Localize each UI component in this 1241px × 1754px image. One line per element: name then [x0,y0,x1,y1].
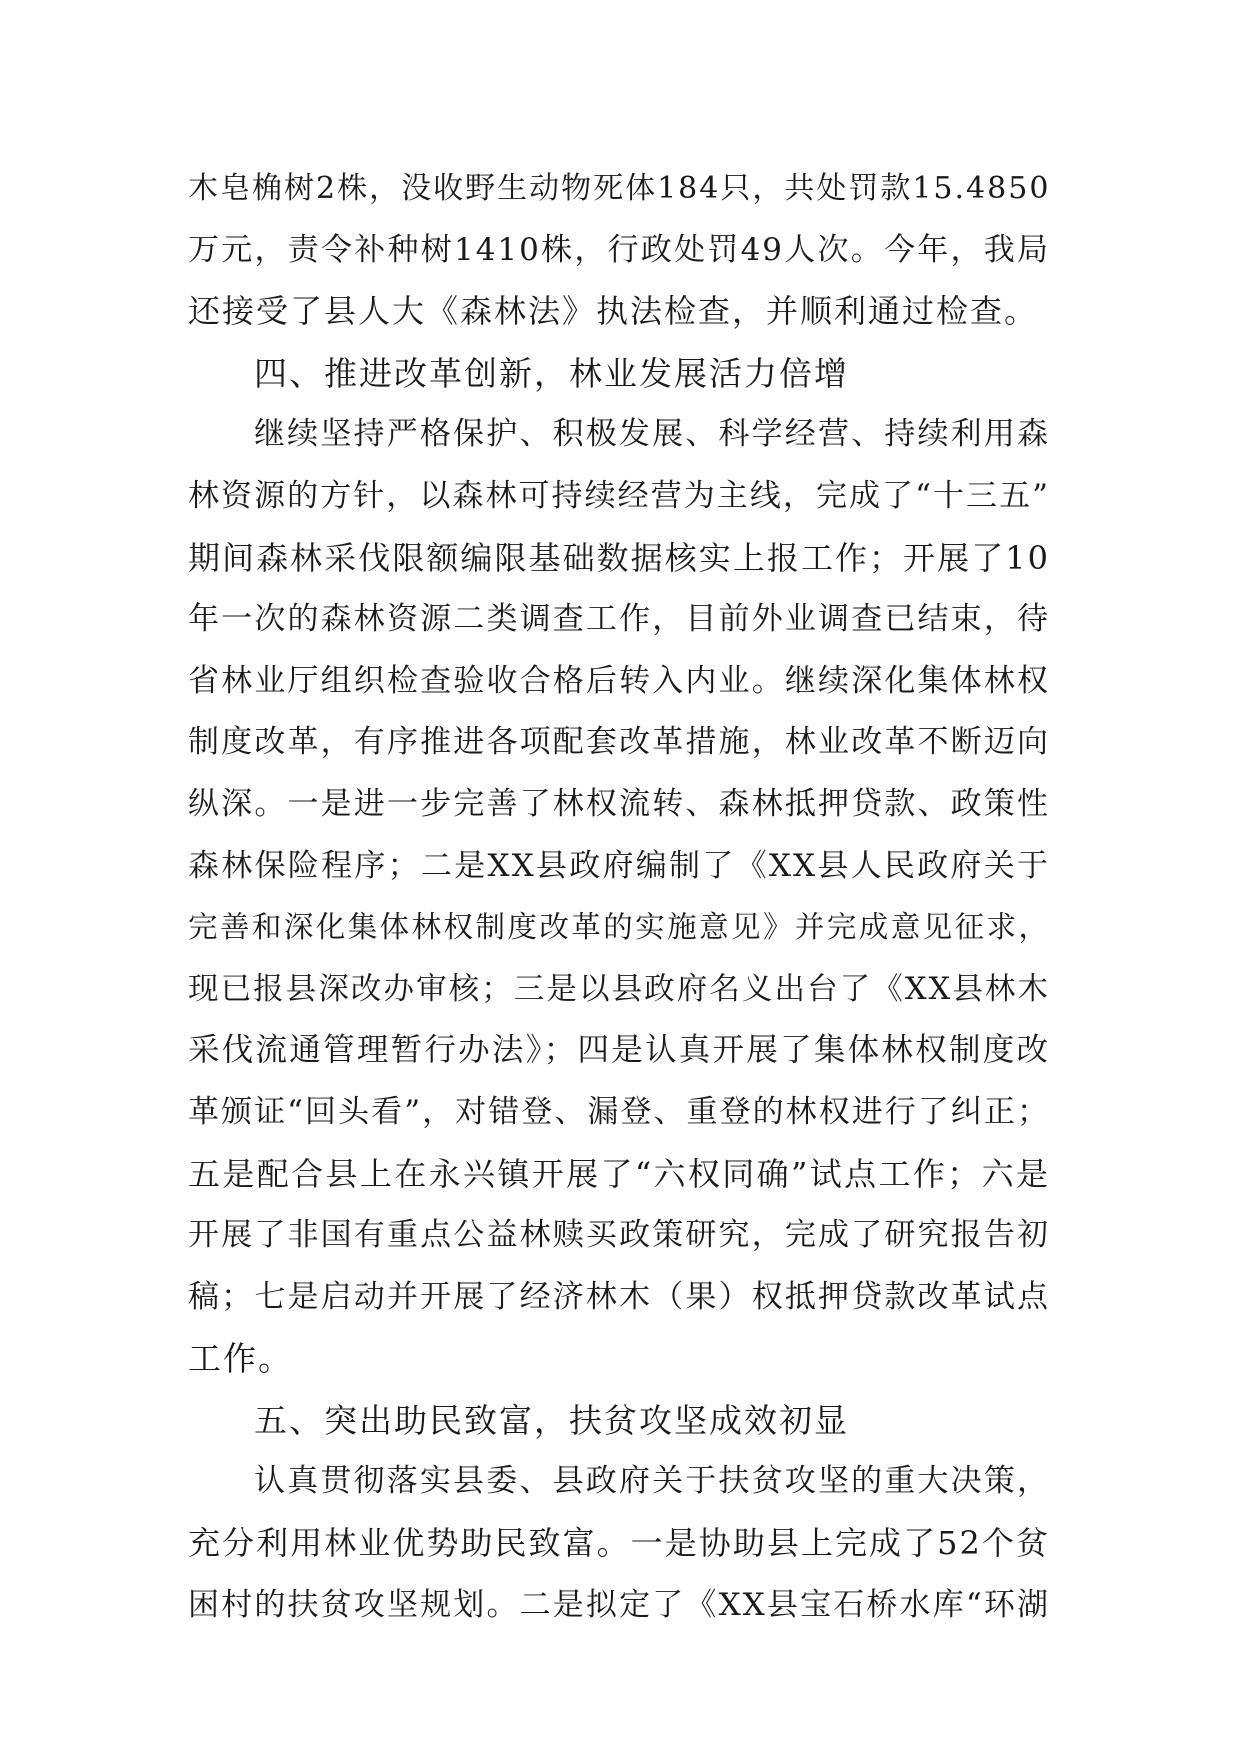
text-line: 五是配合县上在永兴镇开展了“六权同确”试点工作；六是 [188,1154,1050,1193]
text-line: 万元，责令补种树1410株，行政处罚49人次。今年，我局 [188,231,1050,268]
text-line: 采伐流通管理暂行办法》；四是认真开展了集体林权制度改 [188,1032,1050,1069]
text-line: 省林业厅组织检查验收合格后转入内业。继续深化集体林权 [188,662,1050,699]
text-line: 充分利用林业优势助民致富。一是协助县上完成了52个贫 [188,1524,1050,1563]
text-line: 困村的扶贫攻坚规划。二是拟定了《XX县宝石桥水库“环湖 [188,1586,1050,1623]
text-line: 现已报县深改办审核；三是以县政府名义出台了《XX县林木 [188,971,1050,1007]
text-line: 革颁证“回头看”，对错登、漏登、重登的林权进行了纠正； [188,1093,1050,1130]
text-line: 认真贯彻落实县委、县政府关于扶贫攻坚的重大决策， [254,1463,1050,1500]
text-line: 森林保险程序；二是XX县政府编制了《XX县人民政府关于 [188,847,1050,884]
text-line: 工作。 [188,1339,293,1379]
text-line: 还接受了县人大《森林法》执法检查，并顺利通过检查。 [188,292,1039,331]
text-line: 完善和深化集体林权制度改革的实施意见》并完成意见征求， [188,910,1050,945]
section-heading: 四、推进改革创新，林业发展活力倍增 [254,353,849,393]
body-text [188,158,1050,1636]
text-line: 木皂桷树2株，没收野生动物死体184只，共处罚款15.4850 [188,171,1051,206]
section-heading: 五、突出助民致富，扶贫攻坚成效初显 [254,1400,849,1440]
text-line: 继续坚持严格保护、积极发展、科学经营、持续利用森 [254,416,1050,453]
text-line: 期间森林采伐限额编限基础数据核实上报工作；开展了10 [188,538,1050,577]
text-line: 纵深。一是进一步完善了林权流转、森林抵押贷款、政策性 [188,785,1050,822]
text-line: 年一次的森林资源二类调查工作，目前外业调查已结束，待 [188,601,1050,638]
text-line: 制度改革，有序推进各项配套改革措施，林业改革不断迈向 [188,724,1050,761]
text-line: 稿；七是启动并开展了经济林木（果）权抵押贷款改革试点 [188,1278,1050,1315]
text-line: 林资源的方针，以森林可持续经营为主线，完成了“十三五” [188,477,1050,514]
text-line: 开展了非国有重点公益林赎买政策研究，完成了研究报告初 [188,1217,1050,1254]
